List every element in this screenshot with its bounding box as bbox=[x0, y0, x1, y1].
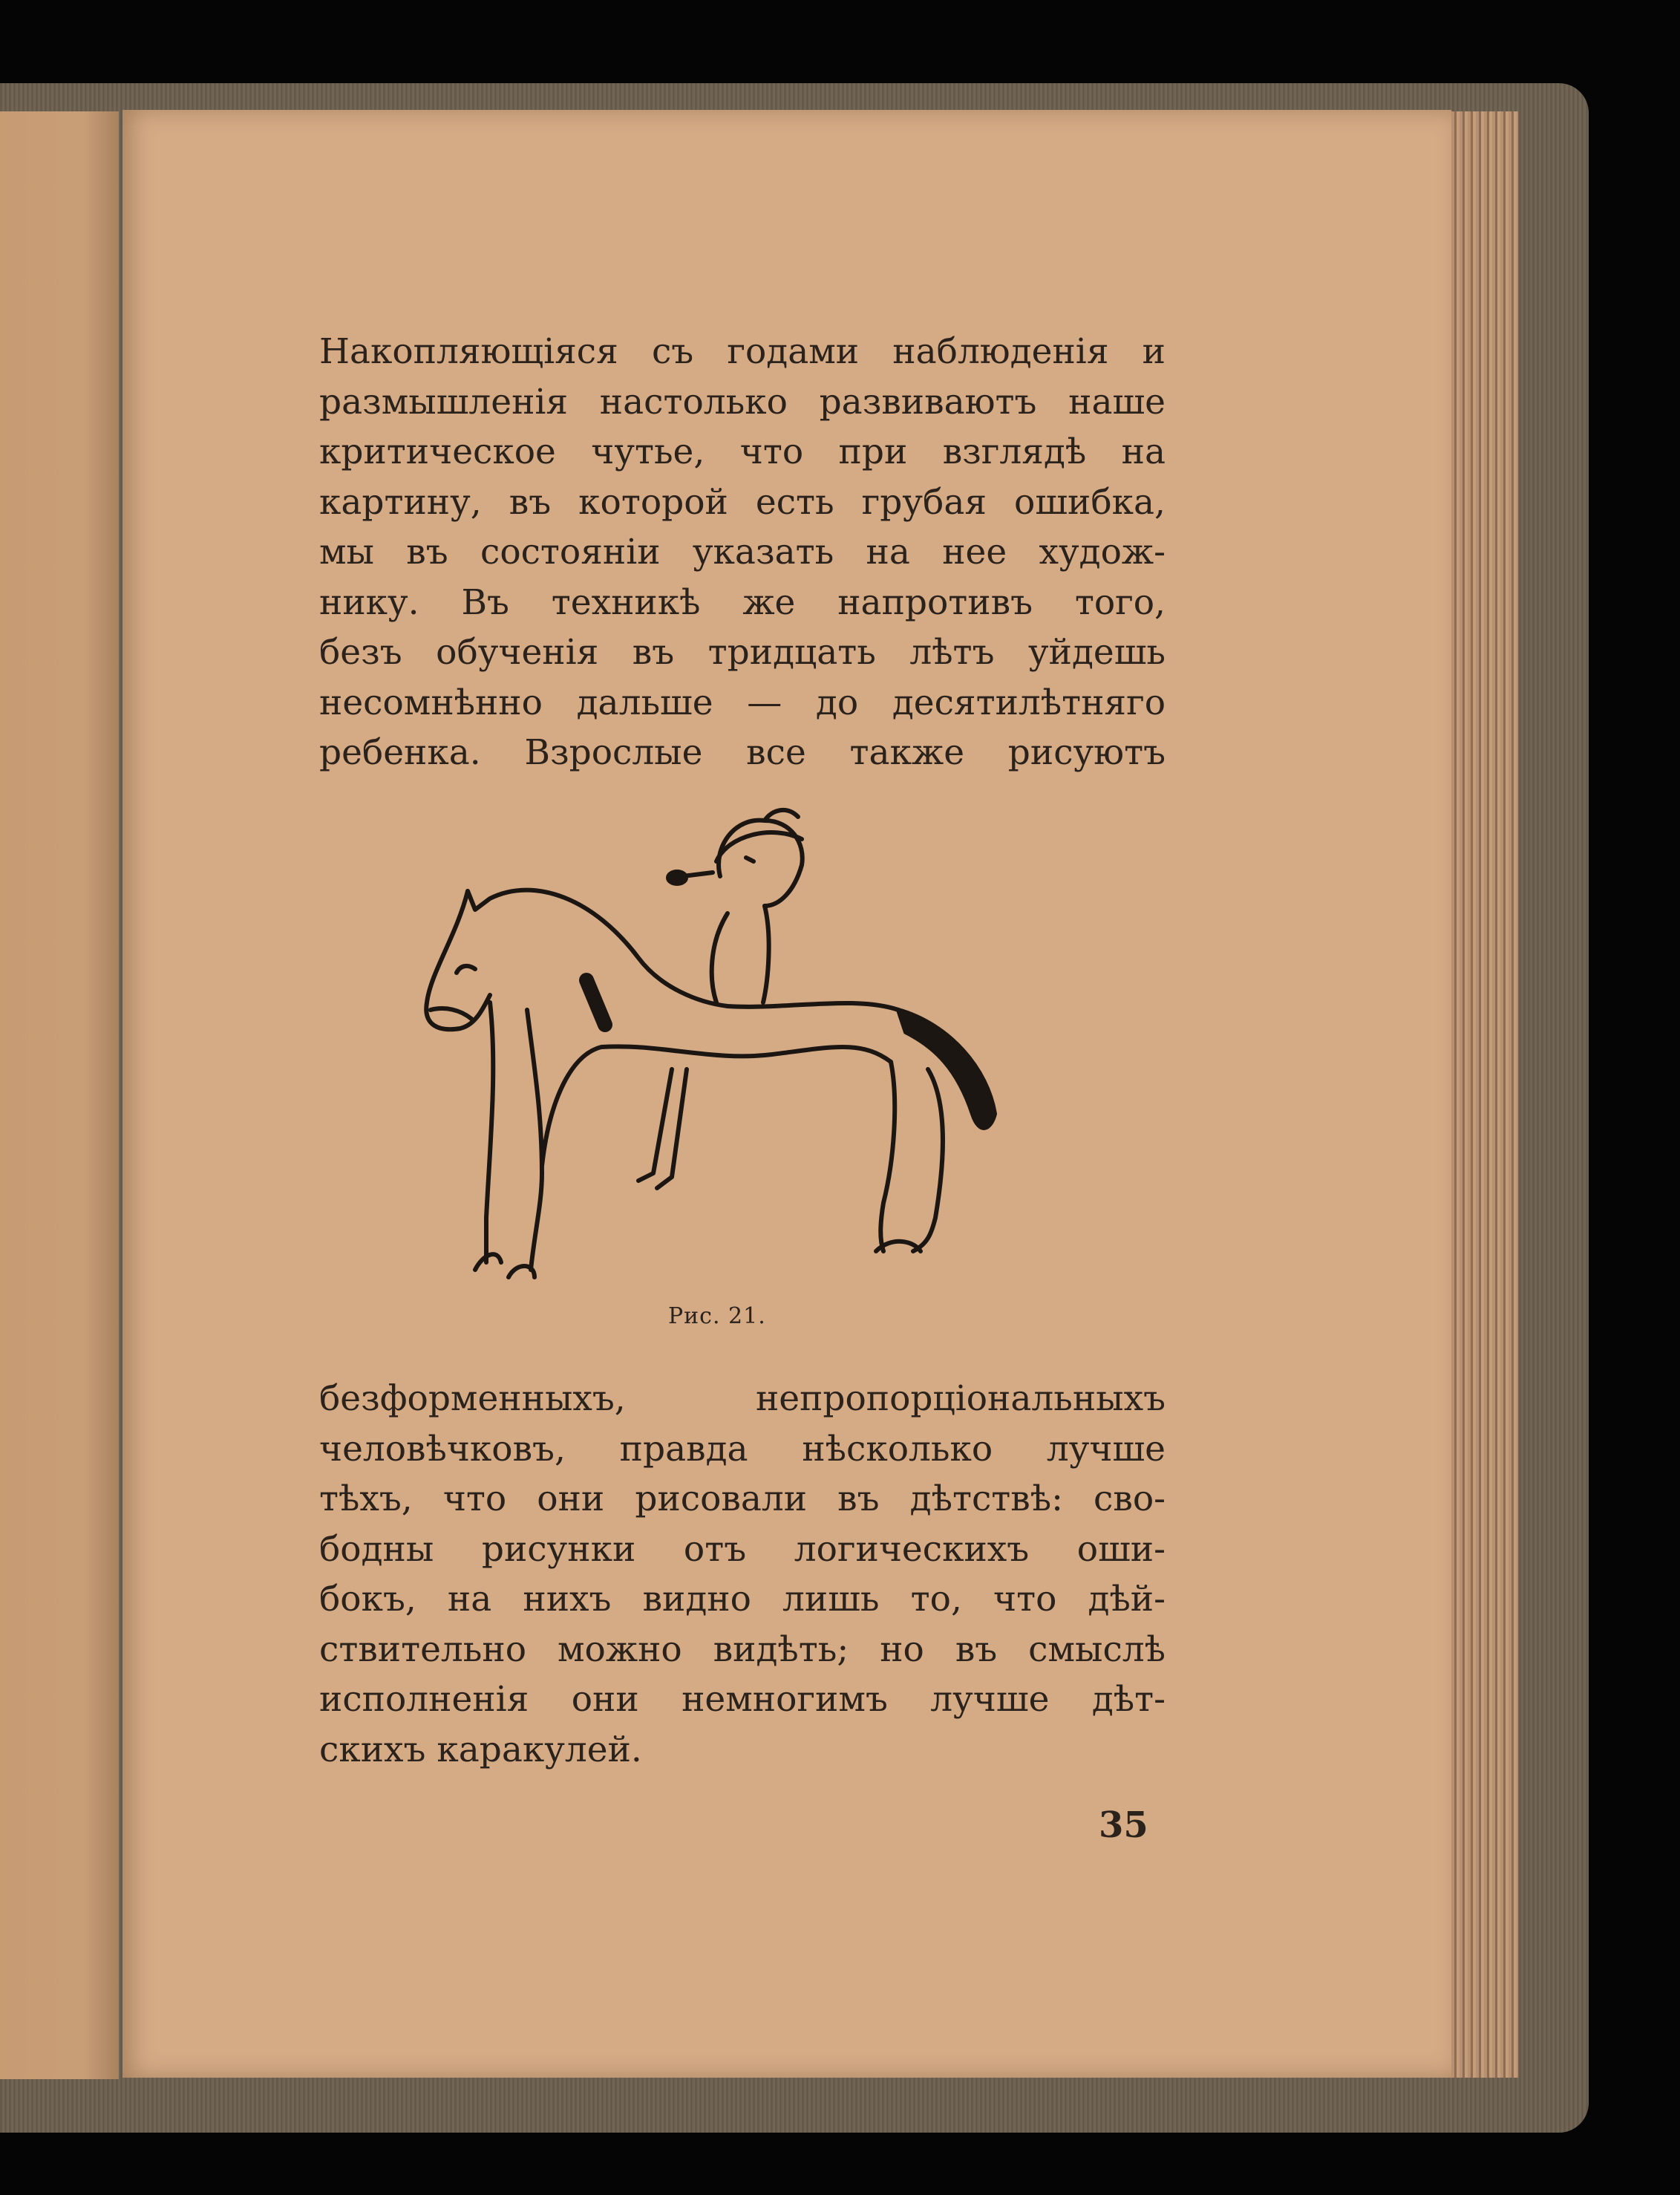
text-line: бодны рисунки отъ логическихъ оши- bbox=[319, 1528, 1166, 1570]
text-line: безъ обученія въ тридцать лѣтъ уйдешь bbox=[319, 632, 1166, 673]
text-line: ребенка. Взрослые все также рисуютъ bbox=[319, 732, 1166, 773]
text-line: несомнѣнно дальше — до десятилѣтняго bbox=[319, 682, 1166, 723]
text-line: картину, въ которой есть грубая ошибка, bbox=[319, 481, 1166, 523]
top-paragraph bbox=[319, 327, 1166, 778]
text-line: критическое чутье, что при взглядѣ на bbox=[319, 431, 1166, 472]
horse-rider-illustration bbox=[416, 787, 1069, 1307]
text-line: Накопляющіяся съ годами наблюденія и bbox=[319, 331, 1166, 372]
page-number: 35 bbox=[1099, 1804, 1148, 1846]
text-line: размышленія настолько развиваютъ наше bbox=[319, 381, 1166, 423]
text-line: тѣхъ, что они рисовали въ дѣтствѣ: сво- bbox=[319, 1478, 1166, 1519]
text-line: скихъ каракулей. bbox=[319, 1729, 642, 1770]
page-stack-edges bbox=[1451, 111, 1518, 2078]
text-line: мы въ состояніи указать на нее худож- bbox=[319, 532, 1166, 573]
bottom-paragraph bbox=[319, 1374, 1166, 1775]
text-line: нику. Въ техникѣ же напротивъ того, bbox=[319, 581, 1166, 623]
text-line: безформенныхъ, непропорціональныхъ bbox=[319, 1378, 1166, 1419]
text-line: бокъ, на нихъ видно лишь то, что дѣй- bbox=[319, 1579, 1166, 1620]
figure-caption: Рис. 21. bbox=[668, 1303, 766, 1329]
text-line: исполненія они немногимъ лучше дѣт- bbox=[319, 1679, 1166, 1720]
text-line: человѣчковъ, правда нѣсколько лучше bbox=[319, 1428, 1166, 1470]
left-page-edge bbox=[0, 111, 119, 2079]
text-line: ствительно можно видѣть; но въ смыслѣ bbox=[319, 1628, 1166, 1670]
